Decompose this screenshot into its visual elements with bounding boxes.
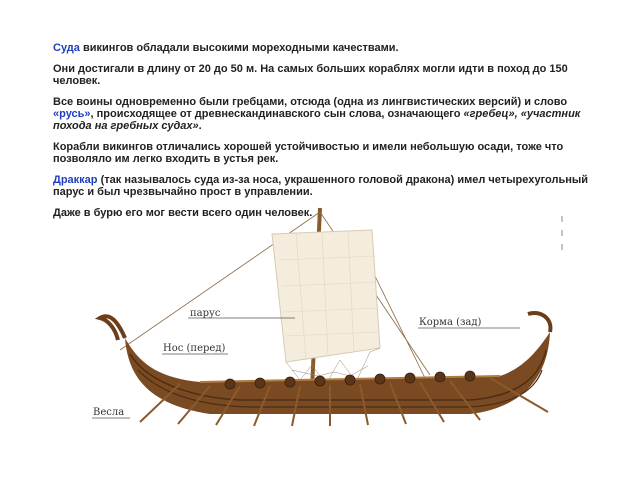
paragraph-rowers xyxy=(53,96,598,132)
paragraph-text: , происходящее от древнескандинавского сын слова, означающего xyxy=(90,108,464,120)
paragraph-ship-size: Они достигали в длину от 20 до 50 м. На самых больших кораблях могли идти в поход до 150 человек. xyxy=(53,63,568,87)
highlight-suda: Суда xyxy=(53,42,80,54)
highlight-drakkar: Драккар xyxy=(53,174,98,186)
paragraph-text: викингов обладали высокими мореходными качествами. xyxy=(79,42,399,54)
sail-label: парус xyxy=(190,308,221,319)
paragraph-text: . xyxy=(198,120,202,132)
paragraph-stability: Корабли викингов отличались хорошей устойчивостью и имели небольшую осади, тоже что позволяло им легко входить в устья рек. xyxy=(53,141,564,165)
sail xyxy=(272,230,380,384)
paragraph-text: (так называлось суда из-за носа, украшенного головой дракона) имел четырехугольный парус и был чрезвычайно прост в управлении. xyxy=(53,174,589,198)
highlight-rus: «русь» xyxy=(53,108,91,120)
paragraph-storm: Даже в бурю его мог вести всего один человек. xyxy=(53,207,313,219)
paragraph-ships-qualities xyxy=(53,42,598,54)
bow-label: Нос (перед) xyxy=(163,343,226,354)
stern-label: Корма (зад) xyxy=(419,317,482,328)
paragraph-drakkar xyxy=(53,174,598,198)
paragraph-text: Все воины одновременно были гребцами, отсюда (одна из лингвистических версий) и слово xyxy=(53,96,568,108)
italic-meaning: «гребец», «участник похода на гребных судах» xyxy=(53,108,581,132)
viking-ship-illustration xyxy=(0,200,640,440)
oars-label: Весла xyxy=(93,407,125,418)
